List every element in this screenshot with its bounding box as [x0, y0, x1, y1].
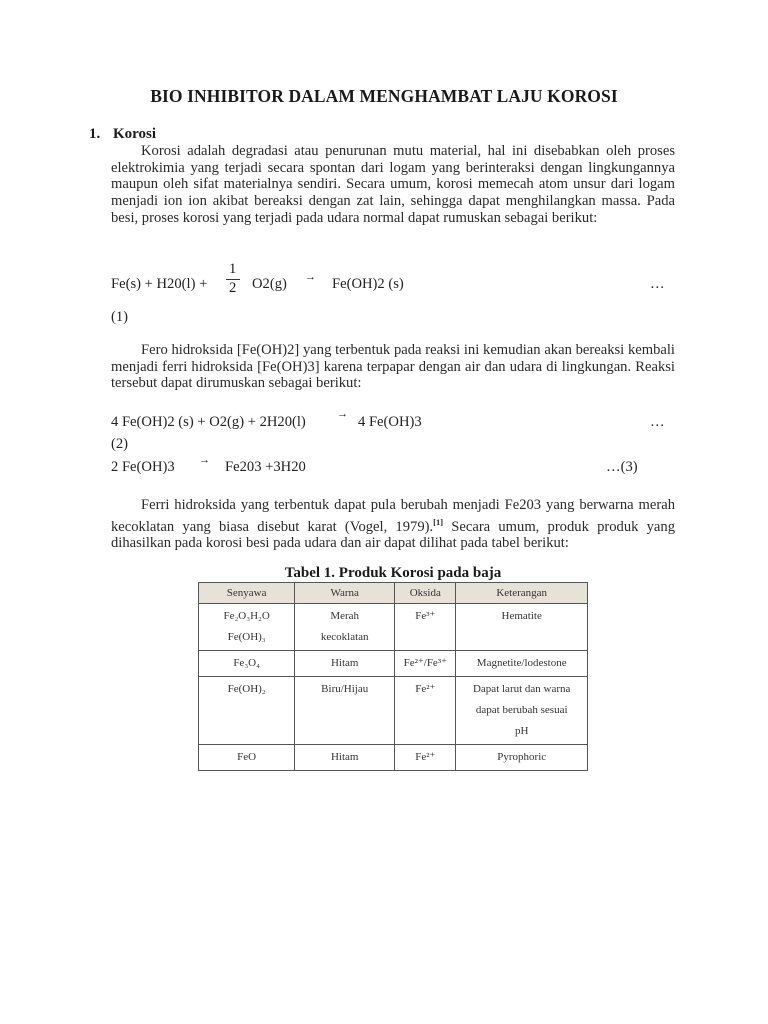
table-cell-warna: Hitam [295, 745, 395, 771]
table-cell-keterangan: Magnetite/lodestone [456, 651, 588, 677]
table-cell-warna: Merah kecoklatan [295, 604, 395, 651]
table-header-cell: Warna [295, 583, 395, 604]
table-cell-warna: Hitam [295, 651, 395, 677]
table-cell-senyawa: Fe₂O₃H₂O Fe(OH)₃ [199, 604, 295, 651]
table-cell-senyawa: Fe₃O₄ [199, 651, 295, 677]
equation-1-fraction-numerator: 1 [229, 261, 237, 277]
equation-1-dots: … [650, 276, 665, 292]
table-header-row [199, 583, 588, 604]
table-cell-senyawa: Fe(OH)₂ [199, 677, 295, 745]
paragraph-fero-hidroksida: Fero hidroksida [Fe(OH)2] yang terbentuk pada reaksi ini kemudian akan bereaksi kembali menjadi ferri hidroksida [Fe(OH)3] karena terpapar dengan air dan udara di lingkungan. Reaksi tersebut dapat dirumuskan sebagai berikut: [111, 342, 675, 392]
equation-1-oxygen: O2(g) [252, 276, 287, 292]
equation-2-arrow: → [337, 408, 348, 420]
table-cell-keterangan: Pyrophoric [456, 745, 588, 771]
equation-1-arrow: → [305, 271, 316, 283]
equation-1-fraction-denominator: 2 [229, 280, 237, 296]
table-row [199, 604, 588, 651]
table-cell-oksida: Fe²⁺ [395, 677, 456, 745]
equation-2-dots: … [650, 414, 665, 430]
table-header-cell: Keterangan [456, 583, 588, 604]
corrosion-products-table [198, 582, 588, 771]
equation-1-reactants: Fe(s) + H20(l) + [111, 276, 208, 292]
table-cell-oksida: Fe²⁺/Fe³⁺ [395, 651, 456, 677]
equation-1-product: Fe(OH)2 (s) [332, 276, 404, 292]
paragraph-ferri-hidroksida: Ferri hidroksida yang terbentuk dapat pula berubah menjadi Fe203 yang berwarna merah kecoklatan yang biasa disebut karat (Vogel, 1979).[1] Secara umum, produk produk yang dihasilkan pada korosi besi pada udara dan air dapat dilihat pada tabel berikut: [111, 497, 675, 552]
table-row [199, 677, 588, 745]
section-number: 1. [89, 126, 101, 142]
table-cell-senyawa: FeO [199, 745, 295, 771]
table-cell-warna: Biru/Hijau [295, 677, 395, 745]
equation-2-number: (2) [111, 436, 129, 452]
equation-3-product: Fe203 +3H20 [225, 459, 306, 475]
table-row [199, 745, 588, 771]
document-title: BIO INHIBITOR DALAM MENGHAMBAT LAJU KOROSI [150, 86, 618, 106]
equation-2-product: 4 Fe(OH)3 [358, 414, 422, 430]
table-row [199, 651, 588, 677]
table-caption: Tabel 1. Produk Korosi pada baja [284, 565, 502, 581]
equation-3-arrow: → [199, 454, 210, 466]
equation-3-reactants: 2 Fe(OH)3 [111, 459, 175, 475]
table-header-cell: Senyawa [199, 583, 295, 604]
section-heading [89, 126, 156, 143]
table-cell-oksida: Fe²⁺ [395, 745, 456, 771]
equation-1-number: (1) [111, 309, 129, 325]
table-cell-keterangan: Dapat larut dan warna dapat berubah sesuai pH [456, 677, 588, 745]
table-header-cell: Oksida [395, 583, 456, 604]
table-cell-keterangan: Hematite [456, 604, 588, 651]
table-cell-oksida: Fe³⁺ [395, 604, 456, 651]
section-title: Korosi [113, 126, 157, 142]
paragraph-korosi-definition: Korosi adalah degradasi atau penurunan mutu material, hal ini disebabkan oleh proses elektrokimia yang terjadi secara spontan dari logam yang berinteraksi dengan lingkungannya maupun oleh sifat materialnya sendiri. Secara umum, korosi memecah atom unsur dari logam menjadi ion ion akibat bereaksi dengan zat lain, sehingga dapat menghilangkan massa. Pada besi, proses korosi yang terjadi pada udara normal dapat rumuskan sebagai berikut: [111, 143, 675, 226]
reference-marker[interactable]: [1] [433, 516, 444, 527]
equation-2-reactants: 4 Fe(OH)2 (s) + O2(g) + 2H20(l) [111, 414, 306, 430]
equation-3-number: …(3) [606, 459, 638, 475]
